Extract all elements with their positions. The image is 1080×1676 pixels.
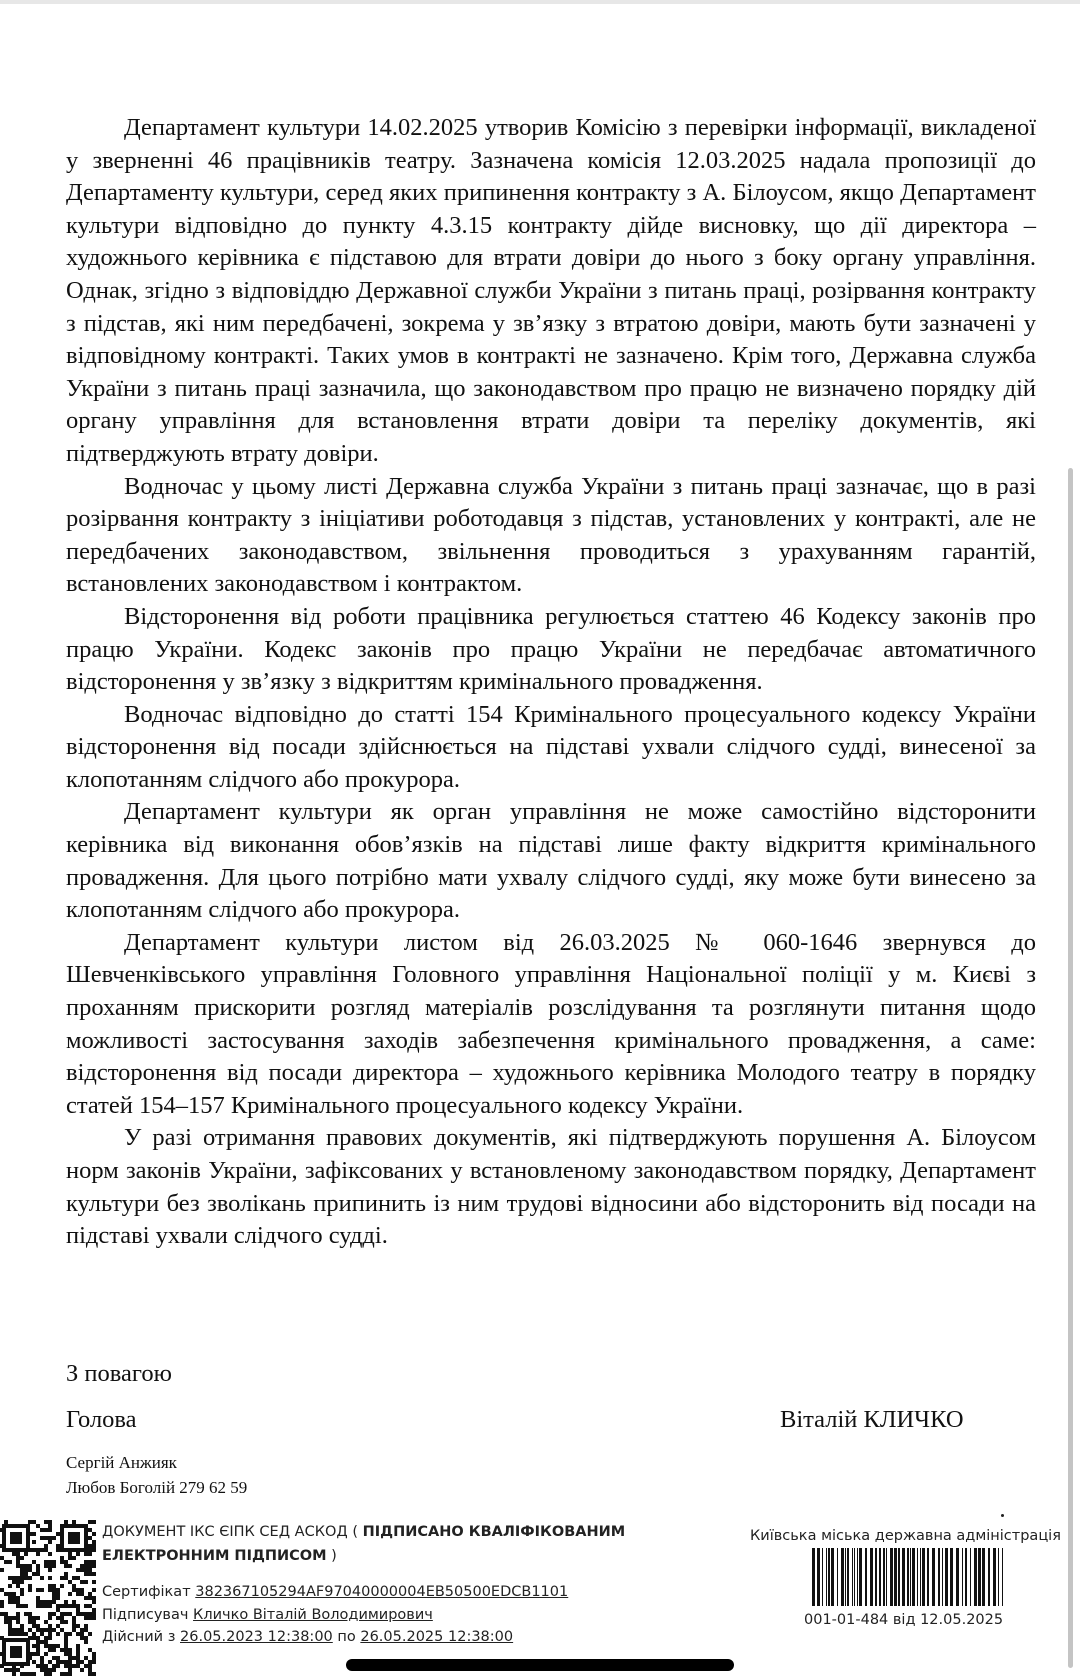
certificate-value: 382367105294AF97040000004EB50500EDCB1101 <box>195 1584 569 1600</box>
registration-number: 001-01-484 від 12.05.2025 <box>804 1612 1004 1628</box>
top-edge <box>0 0 1080 4</box>
executor-1: Сергій Анжияк <box>66 1453 177 1472</box>
certificate-label: Сертифікат <box>102 1584 191 1600</box>
qr-code-icon <box>0 1520 96 1676</box>
doc-label: ДОКУМЕНТ ІКС ЄІПК СЕД АСКОД <box>102 1524 348 1540</box>
paragraph-1: Департамент культури 14.02.2025 утворив Комісію з перевірки інформації, викладеної у зверненні 46 працівників театру. Зазначена комісія 12.03.2025 надала пропозиції до Департаменту культури, серед яких припинення контракту з А. Білоусом, якщо Департамент культури відповідно до пункту 4.3.15 контракту дійде висновку, що дії директора – художнього керівника є підставою для втрати довіри до нього з боку органу управління. Однак, згідно з відповіддю Державної служби України з питань праці, розірвання контракту з підстав, які ним передбачені, зокрема у зв’язку з втратою довіри, мають бути зазначені у відповідному контракті. Таких умов в контракті не зазначено. Крім того, Державна служба України з питань праці зазначила, що законодавством про працю не визначено порядку дій органу управління для встановлення втрати довіри та переліку документів, які підтверджують втрату довіри. <box>66 114 1036 467</box>
closing: З повагою <box>66 1360 172 1387</box>
valid-to-value: 26.05.2025 12:38:00 <box>360 1629 514 1645</box>
barcode-icon <box>812 1548 1007 1606</box>
dot-mark <box>1001 1514 1004 1517</box>
home-indicator[interactable] <box>346 1659 734 1671</box>
valid-from-value: 26.05.2023 12:38:00 <box>180 1629 333 1645</box>
valid-from-label: Дійсний з <box>102 1629 176 1645</box>
signed-label-2: ЕЛЕКТРОННИМ ПІДПИСОМ <box>102 1548 327 1564</box>
paragraph-7: У разі отримання правових документів, які підтверджують порушення А. Білоусом норм законів України, зафіксованих у встановленому законодавством порядку, Департамент культури без зволікань припинить із ним трудові відносини або відсторонить від посади на підставі ухвали слідчого судді. <box>66 1124 1036 1250</box>
valid-to-label: по <box>337 1629 356 1645</box>
letter-body <box>66 112 1036 1253</box>
signer-name: Віталій КЛИЧКО <box>780 1406 964 1433</box>
paragraph-5: Департамент культури як орган управління не може самостійно відсторонити керівника від виконання обов’язків на підставі лише факту відкриття кримінального провадження. Для цього потрібно мати ухвалу слідчого судді, яку може бути винесено за клопотанням слідчого або прокурора. <box>66 798 1036 924</box>
executor-2: Любов Боголій 279 62 59 <box>66 1478 248 1497</box>
executors <box>66 1450 247 1500</box>
scrollbar[interactable] <box>1068 468 1073 1668</box>
paragraph-4: Водночас відповідно до статті 154 Кримінального процесуального кодексу України відсторонення від посади здійснюється на підставі ухвали слідчого судді, винесеної за клопотанням слідчого або прокурора. <box>66 700 1036 793</box>
paragraph-2: Водночас у цьому листі Державна служба України з питань праці зазначає, що в разі розірвання контракту з ініціативи роботодавця з підстав, установлених у контракті, але не передбачених законодавством, звільнення проводиться з урахуванням гарантій, встановлених законодавством і контрактом. <box>66 472 1036 598</box>
organization-name: Київська міська державна адміністрація <box>750 1528 1061 1544</box>
signer-label: Підписувач <box>102 1607 189 1623</box>
paragraph-3: Відсторонення від роботи працівника регулюється статтею 46 Кодексу законів про працю України. Кодекс законів про працю України не передбачає автоматичного відсторонення у зв’язку з відкриттям кримінального провадження. <box>66 602 1036 696</box>
signer-value: Кличко Віталій Володимирович <box>193 1607 433 1623</box>
signer-position: Голова <box>66 1406 137 1433</box>
signed-label-1: ПІДПИСАНО КВАЛІФІКОВАНИМ <box>362 1524 626 1540</box>
paragraph-6: Департамент культури листом від 26.03.2025 № 060-1646 звернувся до Шевченківського управління Головного управління Національної поліції у м. Києві з проханням прискорити розгляд матеріалів розслідування та розглянути питання щодо можливості застосування заходів забезпечення кримінального провадження, а саме: відсторонення від посади директора – художнього керівника Молодого театру в порядку статей 154–157 Кримінального процесуального кодексу України. <box>66 928 1036 1119</box>
